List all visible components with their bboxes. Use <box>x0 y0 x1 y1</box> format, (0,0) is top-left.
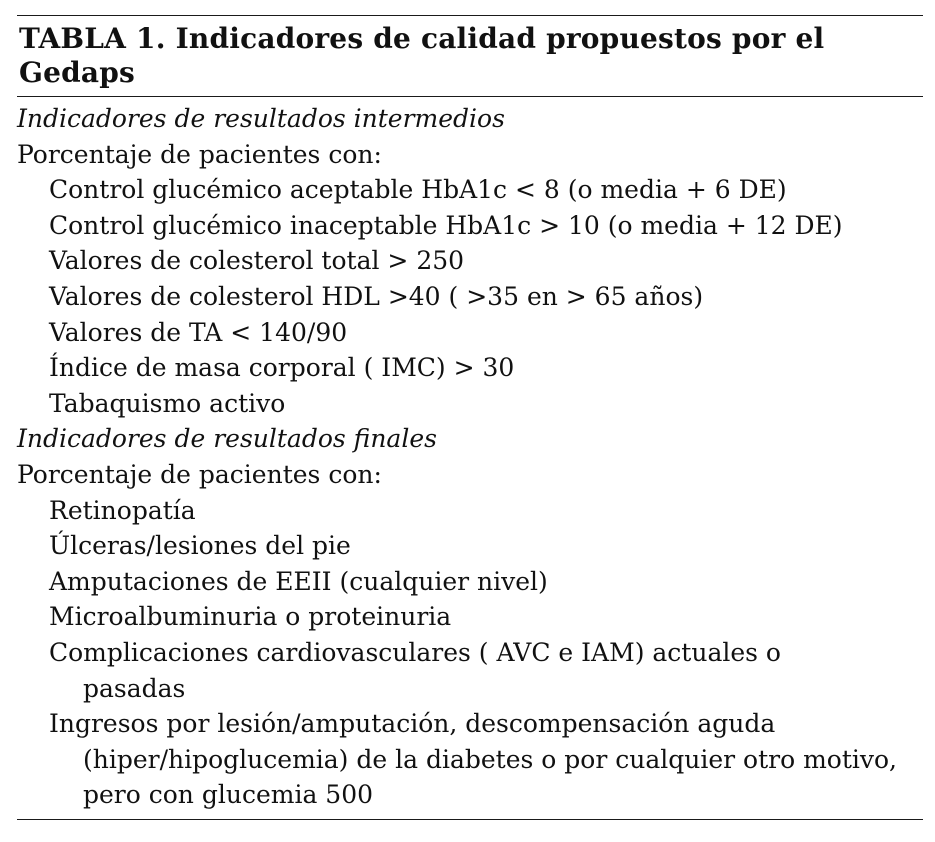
list-item: Índice de masa corporal ( IMC) > 30 <box>49 353 515 383</box>
list-item: Tabaquismo activo <box>49 388 286 418</box>
list-item: Control glucémico inaceptable HbA1c > 10 (o media + 12 DE) <box>49 210 843 240</box>
list-item: Valores de colesterol total > 250 <box>49 246 465 276</box>
list-item: Retinopatía <box>49 495 196 525</box>
list-item: Amputaciones de EEII (cualquier nivel) <box>49 566 548 596</box>
list-item: Valores de TA < 140/90 <box>49 317 348 347</box>
list-item-continuation: pasadas <box>83 673 186 703</box>
section-heading-intermediate: Indicadores de resultados intermedios <box>17 104 505 133</box>
quality-indicators-table <box>17 15 923 820</box>
list-item-line: Complicaciones cardiovasculares ( AVC e IAM) actuales o <box>49 637 781 667</box>
list-item-line: Ingresos por lesión/amputación, descompensación aguda <box>49 709 776 739</box>
list-item-multiline <box>17 635 923 706</box>
list-item: Valores de colesterol HDL >40 ( >35 en > 65 años) <box>49 281 704 311</box>
section-heading-final: Indicadores de resultados finales <box>17 424 437 454</box>
bottom-rule <box>17 819 923 820</box>
section-intro-intermediate: Porcentaje de pacientes con: <box>17 139 382 169</box>
list-item-continuation: pero con glucemia 500 <box>83 780 374 810</box>
list-item: Control glucémico aceptable HbA1c < 8 (o media + 6 DE) <box>49 175 787 205</box>
list-item: Microalbuminuria o proteinuria <box>49 602 452 632</box>
list-item-continuation: (hiper/hipoglucemia) de la diabetes o por cualquier otro motivo, <box>83 744 898 774</box>
table-body <box>17 97 923 819</box>
table-title: TABLA 1. Indicadores de calidad propuestos por el Gedaps <box>19 22 825 89</box>
section-intro-final: Porcentaje de pacientes con: <box>17 459 382 489</box>
list-item-multiline <box>17 706 923 813</box>
list-item: Úlceras/lesiones del pie <box>49 531 351 561</box>
